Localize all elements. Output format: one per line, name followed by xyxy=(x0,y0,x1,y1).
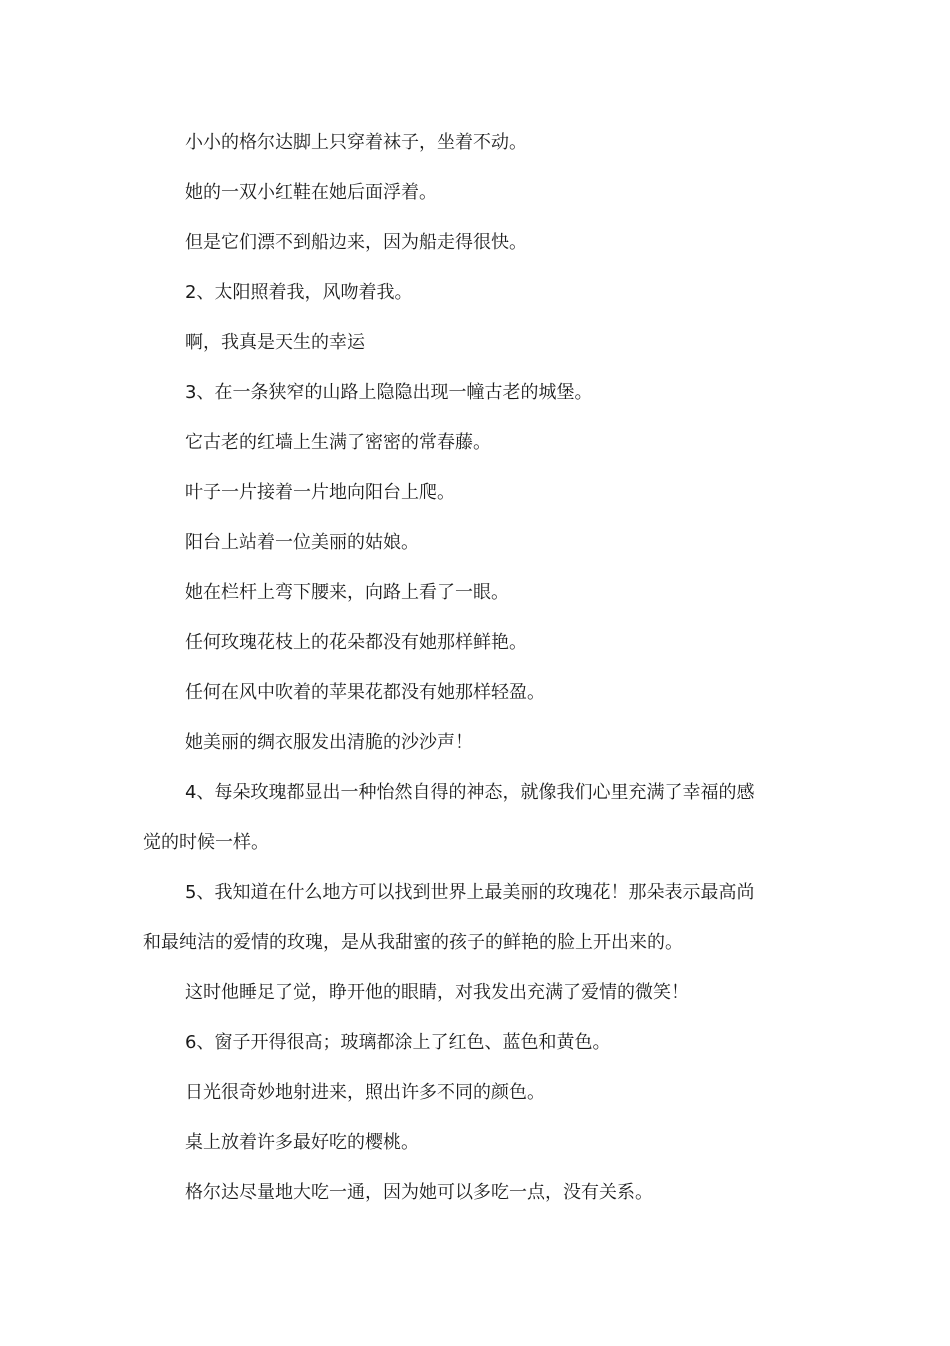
paragraph: 她在栏杆上弯下腰来，向路上看了一眼。 xyxy=(185,582,509,603)
paragraph: 桌上放着许多最好吃的樱桃。 xyxy=(185,1132,419,1153)
paragraph: 格尔达尽量地大吃一通，因为她可以多吃一点，没有关系。 xyxy=(185,1182,653,1203)
paragraph: 叶子一片接着一片地向阳台上爬。 xyxy=(185,482,455,503)
paragraph: 4、每朵玫瑰都显出一种怡然自得的神态，就像我们心里充满了幸福的感觉的时候一样。 xyxy=(143,782,755,853)
paragraph: 6、窗子开得很高；玻璃都涂上了红色、蓝色和黄色。 xyxy=(185,1032,611,1053)
paragraph: 小小的格尔达脚上只穿着袜子，坐着不动。 xyxy=(185,132,527,153)
paragraph: 任何在风中吹着的苹果花都没有她那样轻盈。 xyxy=(185,682,545,703)
paragraph: 她的一双小红鞋在她后面浮着。 xyxy=(185,182,437,203)
paragraph: 她美丽的绸衣服发出清脆的沙沙声！ xyxy=(185,732,473,753)
paragraph: 阳台上站着一位美丽的姑娘。 xyxy=(185,532,419,553)
paragraph: 任何玫瑰花枝上的花朵都没有她那样鲜艳。 xyxy=(185,632,527,653)
paragraph: 啊，我真是天生的幸运 xyxy=(185,332,365,353)
paragraph: 2、太阳照着我，风吻着我。 xyxy=(185,282,413,303)
paragraph: 它古老的红墙上生满了密密的常春藤。 xyxy=(185,432,491,453)
paragraph: 这时他睡足了觉，睁开他的眼睛，对我发出充满了爱情的微笑！ xyxy=(185,982,689,1003)
paragraph: 5、我知道在什么地方可以找到世界上最美丽的玫瑰花！那朵表示最高尚和最纯洁的爱情的玫瑰，是从我甜蜜的孩子的鲜艳的脸上开出来的。 xyxy=(143,882,755,953)
paragraph: 3、在一条狭窄的山路上隐隐出现一幢古老的城堡。 xyxy=(185,382,593,403)
paragraph: 日光很奇妙地射进来，照出许多不同的颜色。 xyxy=(185,1082,545,1103)
body-text xyxy=(143,118,763,1218)
paragraph: 但是它们漂不到船边来，因为船走得很快。 xyxy=(185,232,527,253)
